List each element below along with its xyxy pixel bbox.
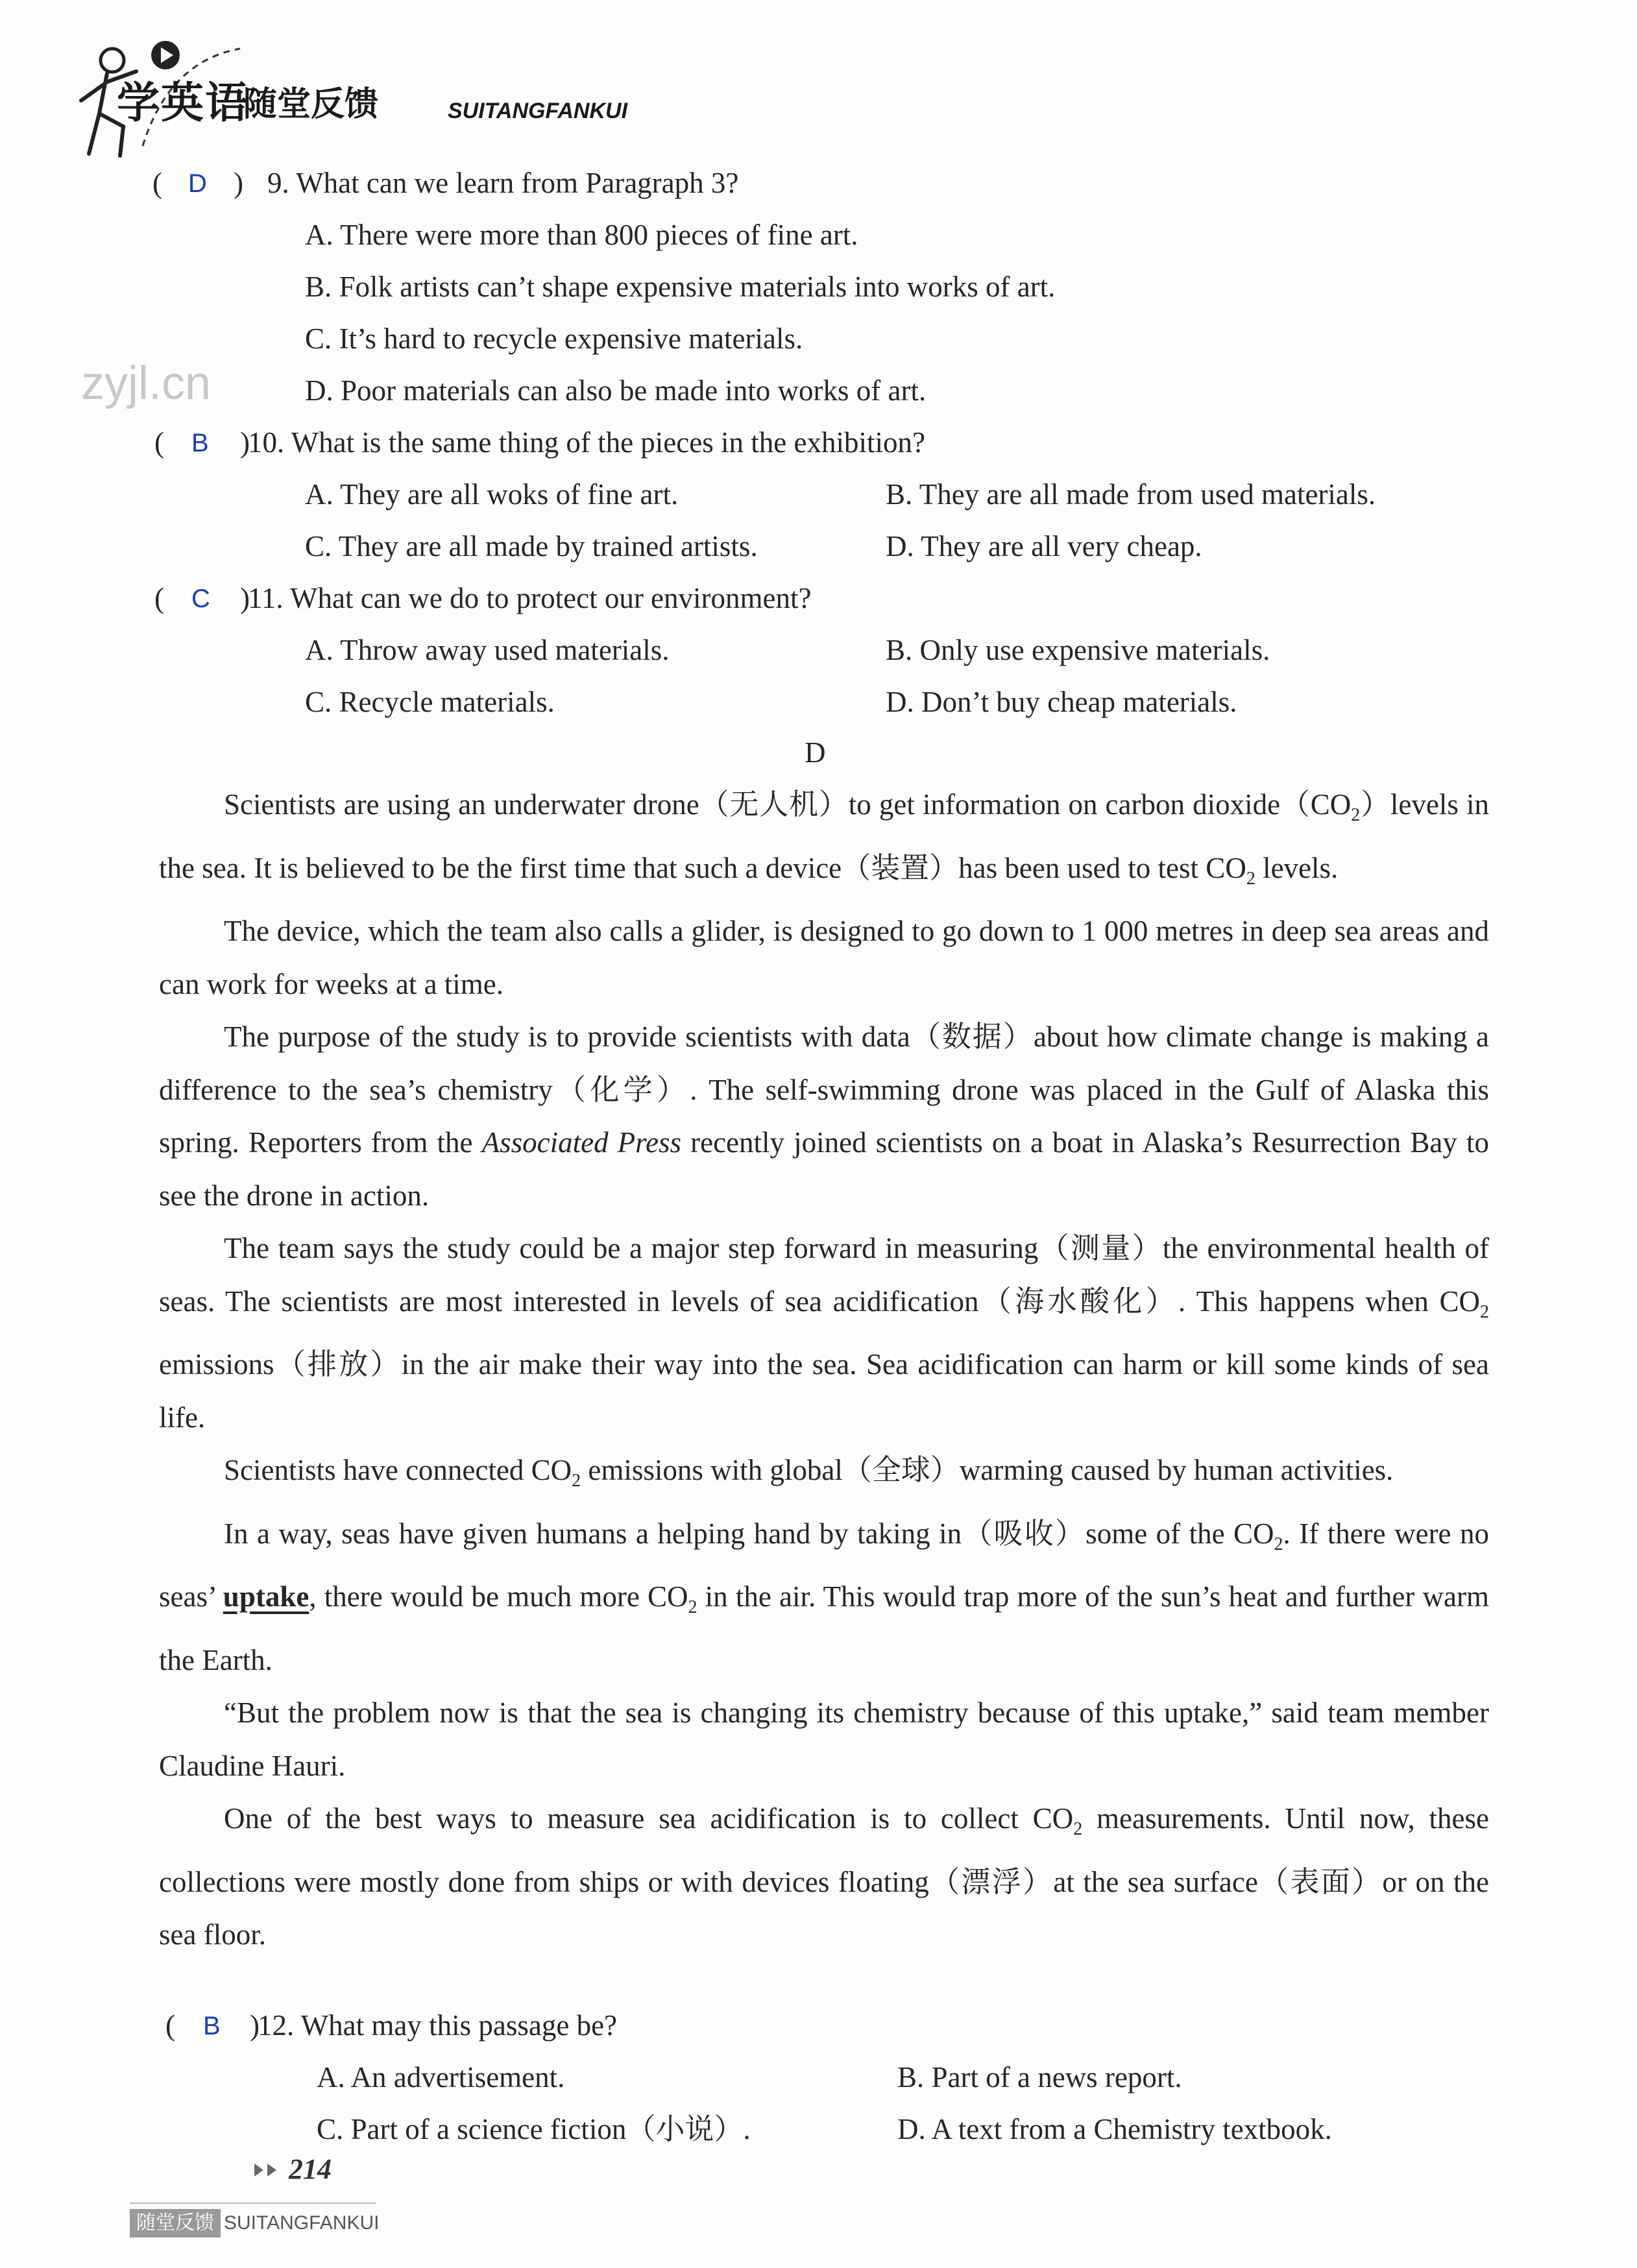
- question-12-option-c: C. Part of a science fiction（小说）.: [317, 2113, 751, 2145]
- question-12-option-d: D. A text from a Chemistry textbook.: [897, 2113, 1332, 2145]
- page-number: 214: [289, 2153, 332, 2185]
- question-12-stem: 12. What may this passage be?: [258, 2009, 618, 2042]
- question-9-bracket: (: [152, 167, 162, 199]
- passage-paragraph-5: Scientists have connected $CO_2$ emissions with global（全球）warming caused by human activities.: [224, 1454, 1394, 1491]
- question-12-option-a: A. An advertisement.: [317, 2061, 565, 2093]
- question-11-option-c: C. Recycle materials.: [305, 686, 555, 718]
- header-subtitle-en: SUITANGFANKUI: [448, 99, 628, 123]
- passage-paragraph-8: One of the best ways to measure sea acidification is to collect $CO_2$ measurements. Until now, these collections were mostly done from ships or with devices floating（漂浮）at the sea surface（表面）or on the sea floor.: [159, 1802, 1489, 1951]
- header-subtitle: 随堂反馈: [243, 85, 379, 124]
- question-9-stem: 9. What can we learn from Paragraph 3?: [267, 167, 739, 199]
- question-9-option-c: C. It’s hard to recycle expensive materials.: [305, 322, 803, 355]
- question-10-option-a: A. They are all woks of fine art.: [305, 478, 679, 511]
- question-9-bracket-close: ): [234, 167, 243, 199]
- question-12-answer: B: [203, 2012, 221, 2040]
- question-10-option-c: C. They are all made by trained artists.: [305, 530, 758, 562]
- passage-paragraph-3: The purpose of the study is to provide scientists with data（数据）about how climate change is making a difference to the sea’s chemistry（化学）. The self-swimming drone was placed in the Gulf of Alaska this spring. Reporters from the Associated Press recently joined scientists on a boat in Alaska’s Resurrection Bay to see the drone in action.: [159, 1020, 1489, 1212]
- question-9-option-b: B. Folk artists can’t shape expensive materials into works of art.: [305, 271, 1056, 303]
- passage-paragraph-7: “But the problem now is that the sea is changing its chemistry because of this uptake,” said team member Claudine Hauri.: [159, 1696, 1489, 1782]
- question-12-bracket: (: [165, 2009, 175, 2042]
- question-11-bracket-close: ): [240, 582, 250, 614]
- passage-paragraph-6: In a way, seas have given humans a helping hand by taking in（吸收）some of the $CO_2$. If there were no seas’ uptake, there would be much more $CO_2$ in the air. This would trap more of the sun’s heat and further warm the Earth.: [159, 1517, 1489, 1676]
- question-9-answer: D: [188, 169, 207, 198]
- question-10-answer: B: [191, 429, 209, 457]
- passage-paragraph-1: Scientists are using an underwater drone（无人机）to get information on carbon $dioxide(CO_2)levels$ in the sea. It is believed to be the first time that such a device（装置）has been used to test $CO_2$ levels.: [159, 788, 1489, 889]
- passage-paragraph-4: The team says the study could be a major step forward in measuring（测量）the environmental health of seas. The scientists are most interested in levels of sea acidification（海水酸化）. This happens when $CO_2$ emissions（排放）in the air make their way into the sea. Sea acidification can harm or kill some kinds of sea life.: [159, 1232, 1489, 1434]
- question-11-stem: 11. What can we do to protect our environment?: [248, 582, 812, 614]
- question-11-option-a: A. Throw away used materials.: [305, 634, 670, 666]
- question-10-bracket-close: ): [240, 426, 250, 459]
- question-11-answer: C: [191, 585, 210, 613]
- footer-arrows-icon: [253, 2160, 285, 2183]
- question-12-option-b: B. Part of a news report.: [897, 2061, 1182, 2093]
- question-11-option-d: D. Don’t buy cheap materials.: [886, 686, 1237, 718]
- question-9-option-a: A. There were more than 800 pieces of fine art.: [305, 219, 858, 251]
- question-12-bracket-close: ): [250, 2009, 260, 2042]
- passage: [159, 778, 1489, 1962]
- footer-label-en: SUITANGFANKUI: [224, 2212, 380, 2234]
- question-10-option-d: D. They are all very cheap.: [886, 530, 1202, 562]
- question-11-bracket: (: [154, 582, 164, 614]
- watermark: zyjl.cn: [81, 357, 212, 409]
- question-9-option-d: D. Poor materials can also be made into works of art.: [305, 374, 927, 407]
- question-10-option-b: B. They are all made from used materials.: [886, 478, 1376, 511]
- question-10-stem: 10. What is the same thing of the pieces in the exhibition?: [248, 426, 925, 459]
- footer-rule: [130, 2202, 376, 2204]
- question-10-bracket: (: [154, 426, 164, 459]
- passage-paragraph-2: The device, which the team also calls a glider, is designed to go down to 1 000 metres in deep sea areas and can work for weeks at a time.: [159, 915, 1489, 1000]
- section-letter: D: [805, 736, 826, 769]
- question-11-option-b: B. Only use expensive materials.: [886, 634, 1270, 666]
- header-title: 学英语: [117, 78, 249, 128]
- underlined-word-uptake: uptake: [223, 1580, 309, 1613]
- footer-label: 随堂反馈: [130, 2209, 221, 2238]
